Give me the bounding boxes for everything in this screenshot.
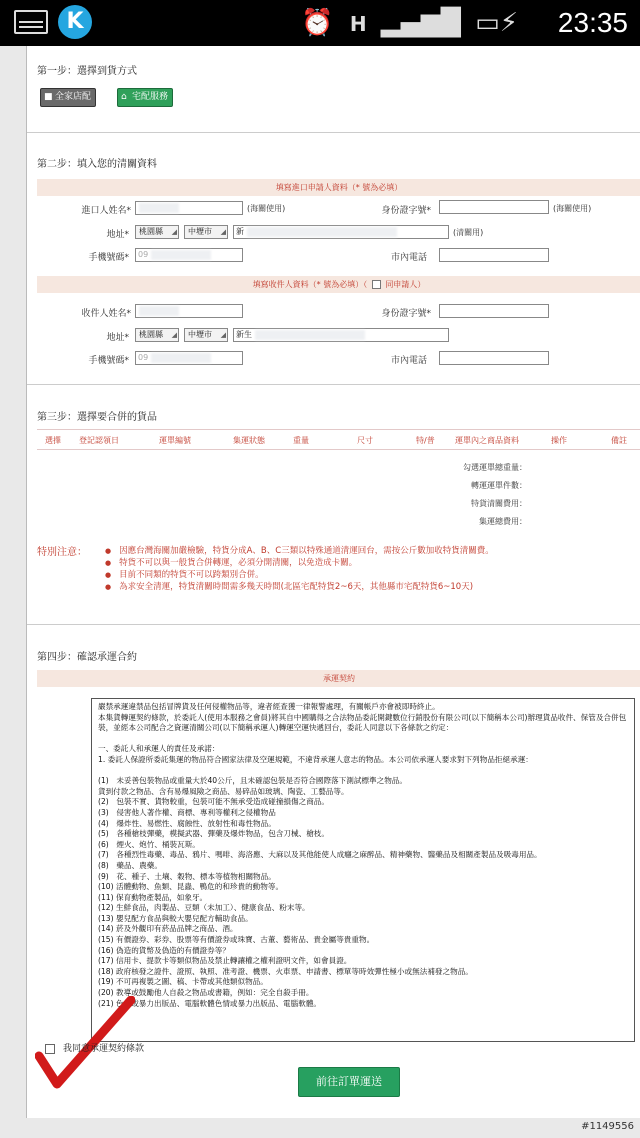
contract-line: 本集貨轉運契約條款，於委託人(使用本服務之會員)將其自中國購得之合法物品委託開鍵數位行銷股份有限公司(以下簡稱本公司)辦理貨品收件、保管及合併包裝，並經本公司配合之資運清關公司(以下簡稱承運人)轉運空運快遞回台，委託人同意以下各條款之約定： <box>98 712 627 733</box>
agree-terms[interactable]: 我同意承運契約條款 <box>45 1041 144 1054</box>
receiver-name-label: 收件人姓名* <box>81 309 131 319</box>
submit-order-button[interactable]: 前往訂單運送 <box>298 1067 400 1097</box>
step2-title: 第二步：填入您的清關資料 <box>37 159 157 170</box>
notice-title: 特別注意： <box>37 547 87 558</box>
contract-line: (15) 有價證券、彩券、股票等有價證券或珠寶、古董、藝術品、貴金屬等貴重物。 <box>98 935 375 945</box>
receiver-city-select[interactable]: 中壢市 ◢ <box>184 328 228 342</box>
contract-line: (7) 各種烈性毒藥、毒品、鴉片、嗎啡、海洛應、大麻以及其他能使人成癮之麻醉品、精神藥物、醫藥品及相關產製品及吸毒用品。 <box>98 850 542 860</box>
contract-line <box>98 734 628 745</box>
step3-title: 第三步：選擇要合併的貨品 <box>37 412 157 423</box>
col-action: 操作 <box>551 436 567 445</box>
contract-line: 1. 委託人保證所委託集運的物品符合國家法律及空運規範，不違背承運人意志的物品。本公司依承運人要求對下列物品拒絕承運： <box>98 754 533 764</box>
same-as-applicant-checkbox[interactable] <box>372 280 381 289</box>
battery-icon: ▭⚡ <box>475 8 518 38</box>
importer-header: 填寫進口申請人資料（* 號為必填） <box>37 179 640 196</box>
col-remark: 備註 <box>611 436 627 445</box>
page-content <box>26 46 640 1118</box>
contract-line: (2) 包裝不實、貨物較重，包裝可能不無承受造成碰撞損傷之商品。 <box>98 797 329 807</box>
truck-icon: ■ <box>44 92 53 102</box>
importer-name-label: 進口人姓名* <box>81 206 131 216</box>
receiver-id-input[interactable] <box>439 304 549 318</box>
importer-addr-label: 地址* <box>106 230 129 240</box>
contract-line: (19) 不可再複製之圖、稿、卡帶或其他類似物品。 <box>98 977 268 987</box>
notice-3: ● 目前不同類的特貨不可以跨類別合併。 <box>105 568 264 580</box>
importer-mobile-label: 手機號碼* <box>88 253 129 263</box>
notification-icon <box>14 10 48 34</box>
col-weight: 重量 <box>293 436 309 445</box>
contract-line: (6) 煙火、炮竹、桶裝瓦斯。 <box>98 839 200 849</box>
col-status: 集運狀態 <box>233 436 265 445</box>
summary-count: 轉運運單件數： <box>471 481 527 490</box>
alarm-icon: ⏰ <box>301 8 334 38</box>
col-waybill: 運單編號 <box>159 436 191 445</box>
contract-line: (17) 信用卡、提款卡等類似物品及禁止轉讓權之權利證明文件，如會員證。 <box>98 956 352 966</box>
app-k-icon: K <box>58 5 92 39</box>
col-items: 運單內之商品資料 <box>455 436 519 445</box>
contract-line: (5) 各種槍枝彈藥，模擬武器、彈藥及爆炸物品，包含刀械、槍枝。 <box>98 829 329 839</box>
importer-phone-label: 市內電話 <box>390 253 427 263</box>
receiver-address-input[interactable]: 新生 <box>233 328 449 342</box>
contract-line: 貨到付款之物品、含有易爆風險之商品、易碎品如玻璃、陶瓷、工藝品等。 <box>98 786 349 796</box>
importer-mobile-input[interactable]: 09 <box>135 248 243 262</box>
home-delivery-button[interactable]: ⌂ 宅配服務 <box>117 88 173 107</box>
importer-county-select[interactable]: 桃園縣 ◢ <box>135 225 179 239</box>
contract-line <box>98 766 628 777</box>
summary-total-weight: 勾選運單總重量： <box>463 463 527 472</box>
contract-line: 一、委託人和承運人的責任及承諾： <box>98 744 220 754</box>
contract-line: 嚴禁承運違禁品包括冒牌貨及任何侵權物品等，違者經查獲一律報警處理，有關帳戶亦會被即時終止。 <box>98 702 440 711</box>
step1-section <box>27 46 640 133</box>
step2-section <box>27 132 640 385</box>
contract-textbox[interactable] <box>91 698 635 1042</box>
clock: 23:35 <box>557 7 628 38</box>
col-size: 尺寸 <box>357 436 373 445</box>
col-select: 選擇 <box>45 436 61 445</box>
importer-id-hint: (海關使用) <box>553 204 592 213</box>
agree-checkbox[interactable] <box>45 1044 55 1054</box>
contract-line: (12) 生鮮食品，肉製品、豆類（未加工）、健康食品、粉末等。 <box>98 903 310 913</box>
status-bar <box>0 0 640 46</box>
col-date: 登記認領日 <box>79 436 119 445</box>
receiver-header: 填寫收件人資料（* 號為必填）（ 同申請人） <box>37 276 640 293</box>
contract-line: (8) 藥品、農藥。 <box>98 860 162 870</box>
receiver-county-select[interactable]: 桃園縣 ◢ <box>135 328 179 342</box>
receiver-addr-label: 地址* <box>106 333 129 343</box>
importer-city-select[interactable]: 中壢市 ◢ <box>184 225 228 239</box>
step4-title: 第四步：確認承運合約 <box>37 652 137 663</box>
contract-line: (4) 爆炸性、易燃性、腐蝕性、放射性和毒性物品。 <box>98 818 276 828</box>
status-icons <box>301 8 518 38</box>
col-type: 特/普 <box>416 436 435 445</box>
contract-line: (20) 教導或鼓勵他人自殺之物品或書籍，例如：完全自殺手冊。 <box>98 988 314 998</box>
contract-header: 承運契約 <box>37 670 640 687</box>
contract-line: (16) 偽造的貨幣及偽造的有價證券等？ <box>98 945 230 955</box>
importer-phone-input[interactable] <box>439 248 549 262</box>
notice-4: ● 為求安全清運，特貨清關時間需多幾天時間(北區宅配特貨2~6天，其他縣市宅配特貨6~10天) <box>105 580 473 592</box>
importer-id-label: 身份證字號* <box>381 206 431 216</box>
family-mart-button[interactable]: ■ 全家店配 <box>40 88 96 107</box>
contract-line: (9) 花、種子、土壤、穀物、標本等植物相關物品。 <box>98 871 276 881</box>
receiver-phone-input[interactable] <box>439 351 549 365</box>
receiver-id-label: 身份證字號* <box>381 309 431 319</box>
importer-address-input[interactable]: 新 <box>233 225 449 239</box>
network-type: H <box>349 12 367 36</box>
notice-1: ● 因應台灣海關加嚴檢驗，特貨分成A、B、C三類以特殊通道清運回台，需按公斤數加收特貨清關費。 <box>105 544 494 556</box>
signal-icon: ▂▄▆█ <box>380 8 461 38</box>
contract-line: (21) 色情或暴力出版品、電腦軟體色情或暴力出版品、電腦軟體。 <box>98 998 322 1008</box>
importer-id-input[interactable] <box>439 200 549 214</box>
contract-line: (11) 保育動物產製品，如象牙。 <box>98 892 208 902</box>
watermark-tag: #1149556 <box>581 1121 634 1132</box>
contract-line: (13) 嬰兒配方食品與較大嬰兒配方輔助食品。 <box>98 913 253 923</box>
receiver-mobile-input[interactable]: 09 <box>135 351 243 365</box>
receiver-phone-label: 市內電話 <box>390 356 427 366</box>
summary-total-fee: 集運總費用： <box>479 517 527 526</box>
receiver-mobile-label: 手機號碼* <box>88 356 129 366</box>
importer-addr-hint: (清關用) <box>453 228 484 237</box>
contract-line: (14) 菸及外觀印有菸品品牌之商品、酒。 <box>98 924 238 934</box>
contract-line: (18) 政府核發之證件、證照、執照、准考證、機票、火車票、申請書、標單等時效彈性極小或無法補發之物品。 <box>98 966 473 976</box>
footer <box>0 1118 640 1138</box>
step1-title: 第一步：選擇到貨方式 <box>37 66 137 77</box>
contract-line: (1) 未妥善包裝物品或重量大於40公斤，且未確認包裝是否符合國際落下測試標準之物品。 <box>98 776 407 786</box>
contract-line: (10) 活體動物、魚類、昆蟲、鴨危的和珍貴的動物等。 <box>98 882 284 892</box>
importer-name-hint: (海關使用) <box>247 204 286 213</box>
summary-special-fee: 特貨清關費用： <box>471 499 527 508</box>
notice-2: ● 特貨不可以與一般貨合併轉運，必須分開清關，以免造成卡關。 <box>105 556 357 568</box>
home-icon: ⌂ <box>121 92 127 102</box>
contract-line: (3) 侵害他人著作權、商標、專利等權利之侵權物品 <box>98 807 276 817</box>
